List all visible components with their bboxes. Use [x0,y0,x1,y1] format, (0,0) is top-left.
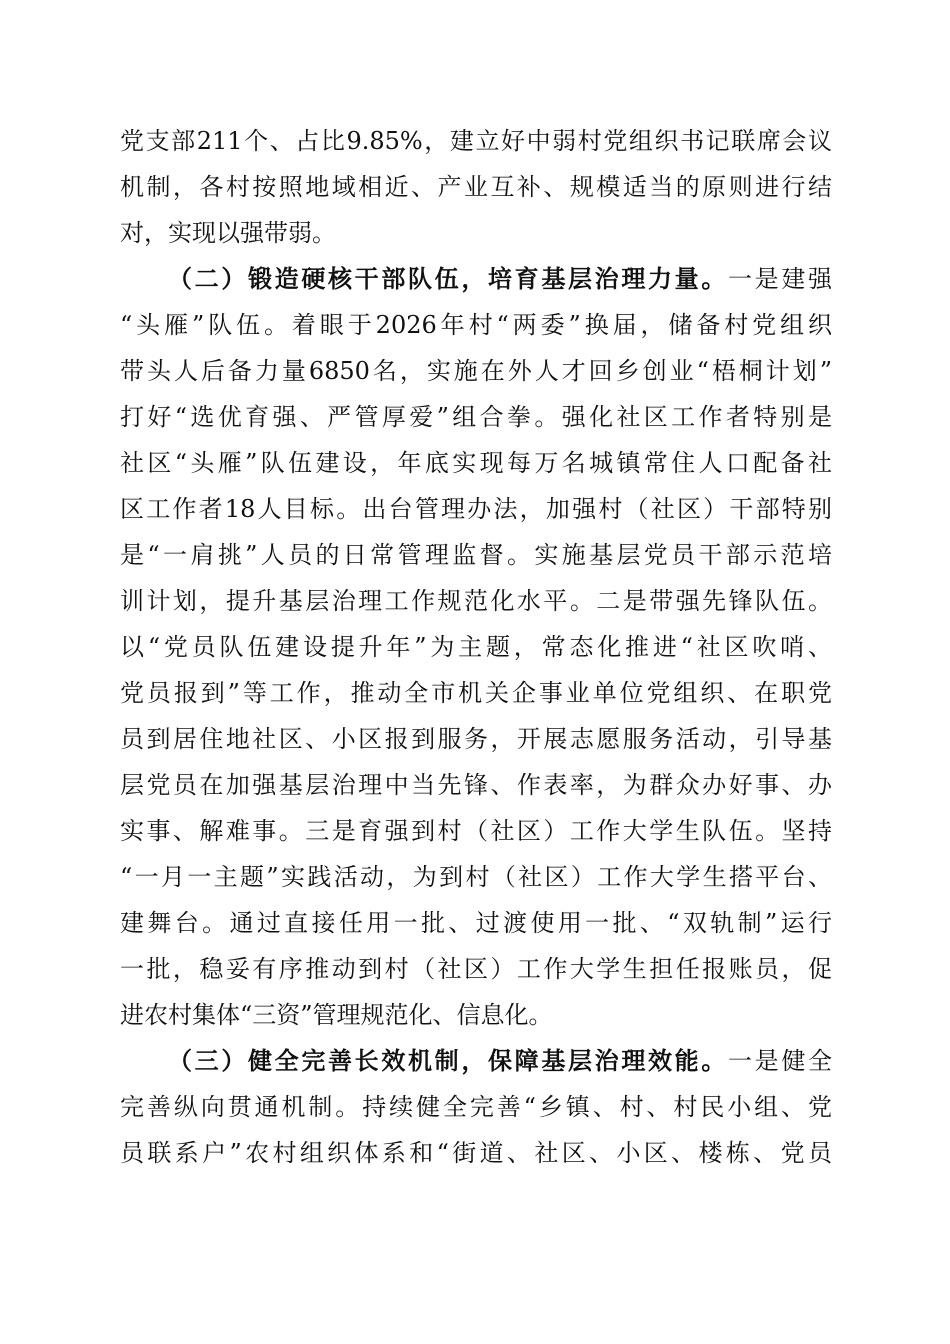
text-line: 训计划，提升基层治理工作规范化水平。二是带强先锋队伍。 [120,587,832,615]
text-line: 带头人后备力量6850名，实施在外人才回乡创业“梧桐计划” [120,357,832,385]
paragraph-1 [120,118,832,256]
text-line: 对，实现以强带弱。 [120,219,336,247]
text-line: 党员报到”等工作，推动全市机关企事业单位党组织、在职党 [120,679,832,707]
text-line: 一批，稳妥有序推动到村（社区）工作大学生担任报账员，促 [120,955,832,983]
text-line: 以“党员队伍建设提升年”为主题，常态化推进“社区吹哨、 [120,633,832,661]
text-line: 完善纵向贯通机制。持续健全完善“乡镇、村、村民小组、党 [120,1093,832,1121]
text-line: 进农村集体“三资”管理规范化、信息化。 [120,1001,553,1029]
text-line: “头雁”队伍。着眼于2026年村“两委”换届，储备村党组织 [120,311,832,339]
section-heading-2: （二）锻造硬核干部队伍，培育基层治理力量。 [168,264,728,293]
paragraph-3-first-line [120,1038,832,1084]
document-body [120,118,832,1176]
paragraph-2 [120,256,832,1038]
text-line: 是“一肩挑”人员的日常管理监督。实施基层党员干部示范培 [120,541,832,569]
text-line: “一月一主题”实践活动，为到村（社区）工作大学生搭平台、 [120,863,832,891]
text-line: 党支部211个、占比9.85%，建立好中弱村党组织书记联席会议 [120,127,832,155]
text-line: 社区“头雁”队伍建设，年底实现每万名城镇常住人口配备社 [120,449,832,477]
text-line: 员到居住地社区、小区报到服务，开展志愿服务活动，引导基 [120,725,832,753]
text-line: 机制，各村按照地域相近、产业互补、规模适当的原则进行结 [120,173,832,201]
text-line: 员联系户”农村组织体系和“街道、社区、小区、楼栋、党员 [120,1139,832,1167]
text-fragment: 一是建强 [728,265,832,293]
text-line: 实事、解难事。三是育强到村（社区）工作大学生队伍。坚持 [120,817,832,845]
paragraph-3 [120,1038,832,1176]
text-line: 打好“选优育强、严管厚爱”组合拳。强化社区工作者特别是 [120,403,832,431]
text-line: 建舞台。通过直接任用一批、过渡使用一批、“双轨制”运行 [120,909,832,937]
text-line: 层党员在加强基层治理中当先锋、作表率，为群众办好事、办 [120,771,832,799]
paragraph-2-first-line [120,256,832,302]
text-line: 区工作者18人目标。出台管理办法，加强村（社区）干部特别 [120,495,832,523]
section-heading-3: （三）健全完善长效机制，保障基层治理效能。 [168,1046,728,1075]
text-fragment: 一是健全 [728,1047,832,1075]
